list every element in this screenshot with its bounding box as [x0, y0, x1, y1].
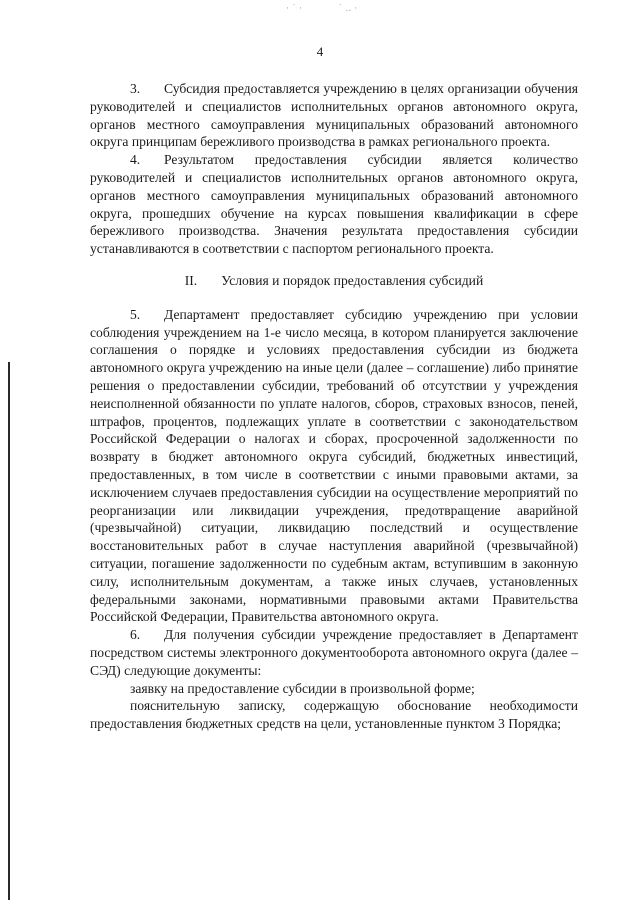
page-number: 4 [316, 44, 324, 59]
clause-text: Департамент предоставляет субсидию учреждению при условии соблюдения учреждением на 1-е число месяца, в котором планируется заключение соглашения о порядке и условиях предоставления субсидии из бюджета автономного округа учреждению на иные цели (далее – соглашение) либо принятие решения о предоставлении субсидии, требований об отсутствии у учреждения неисполненной обязанности по уплате налогов, сборов, страховых взносов, пеней, штрафов, процентов, подлежащих уплате в соответствии с законодательством Российской Федерации о налогах и сборах, просроченной задолженности по возврату в бюджет автономного округа субсидий, бюджетных инвестиций, предоставленных, в том числе в соответствии с иными правовыми актами, за исключением случаев предоставления субсидии на осуществление мероприятий по реорганизации или ликвидации учреждения, предотвращение аварийной (чрезвычайной) ситуации, ликвидацию последствий и осуществление восстановительных работ в случае наступления аварийной (чрезвычайной) ситуации, погашение задолженности по судебным актам, вступившим в законную силу, исполнительным документам, а также иных случаев, установленных федеральными законами, нормативными правовыми актами Правительства Российской Федерации, Правительства автономного округа. [90, 306, 578, 625]
clause-number: 4. [130, 152, 141, 168]
clause-number: 6. [130, 627, 141, 643]
clause-5 [90, 306, 578, 626]
clause-number: 5. [130, 306, 141, 322]
section-heading [90, 272, 578, 290]
binding-margin-line [8, 362, 10, 900]
scan-artifact: · ˙ · [286, 4, 302, 14]
clause-3 [90, 80, 578, 151]
section-title: Условия и порядок предоставления субсидий [221, 272, 484, 288]
list-item-text: заявку на предоставление субсидии в произвольной форме; [130, 680, 475, 696]
clause-4 [90, 151, 578, 258]
list-item-text: пояснительную записку, содержащую обоснование необходимости предоставления бюджетных средств на цели, установленные пунктом 3 Порядка; [90, 698, 578, 732]
document-body [90, 80, 578, 733]
section-roman-numeral: II. [184, 272, 198, 288]
clause-text: Для получения субсидии учреждение предоставляет в Департамент посредством системы электронного документооборота автономного округа (далее – СЭД) следующие документы: [90, 627, 578, 678]
clause-6 [90, 626, 578, 679]
list-item [90, 697, 578, 733]
clause-text: Результатом предоставления субсидии является количество руководителей и специалистов исполнительных органов автономного округа, органов местного самоуправления муниципальных образований автономного округа, прошедших обучение на курсах повышения квалификации в сфере бережливого производства. Значения результата предоставления субсидии устанавливаются в соответствии с паспортом регионального проекта. [90, 152, 578, 257]
scan-artifact: ˙ ‥ · [338, 4, 358, 14]
clause-number: 3. [130, 81, 141, 96]
list-item [90, 680, 578, 698]
clause-text: Субсидия предоставляется учреждению в целях организации обучения руководителей и специалистов исполнительных органов автономного округа, органов местного самоуправления муниципальных образований автономного округа принципам бережливого производства в рамках регионального проекта. [90, 81, 578, 150]
